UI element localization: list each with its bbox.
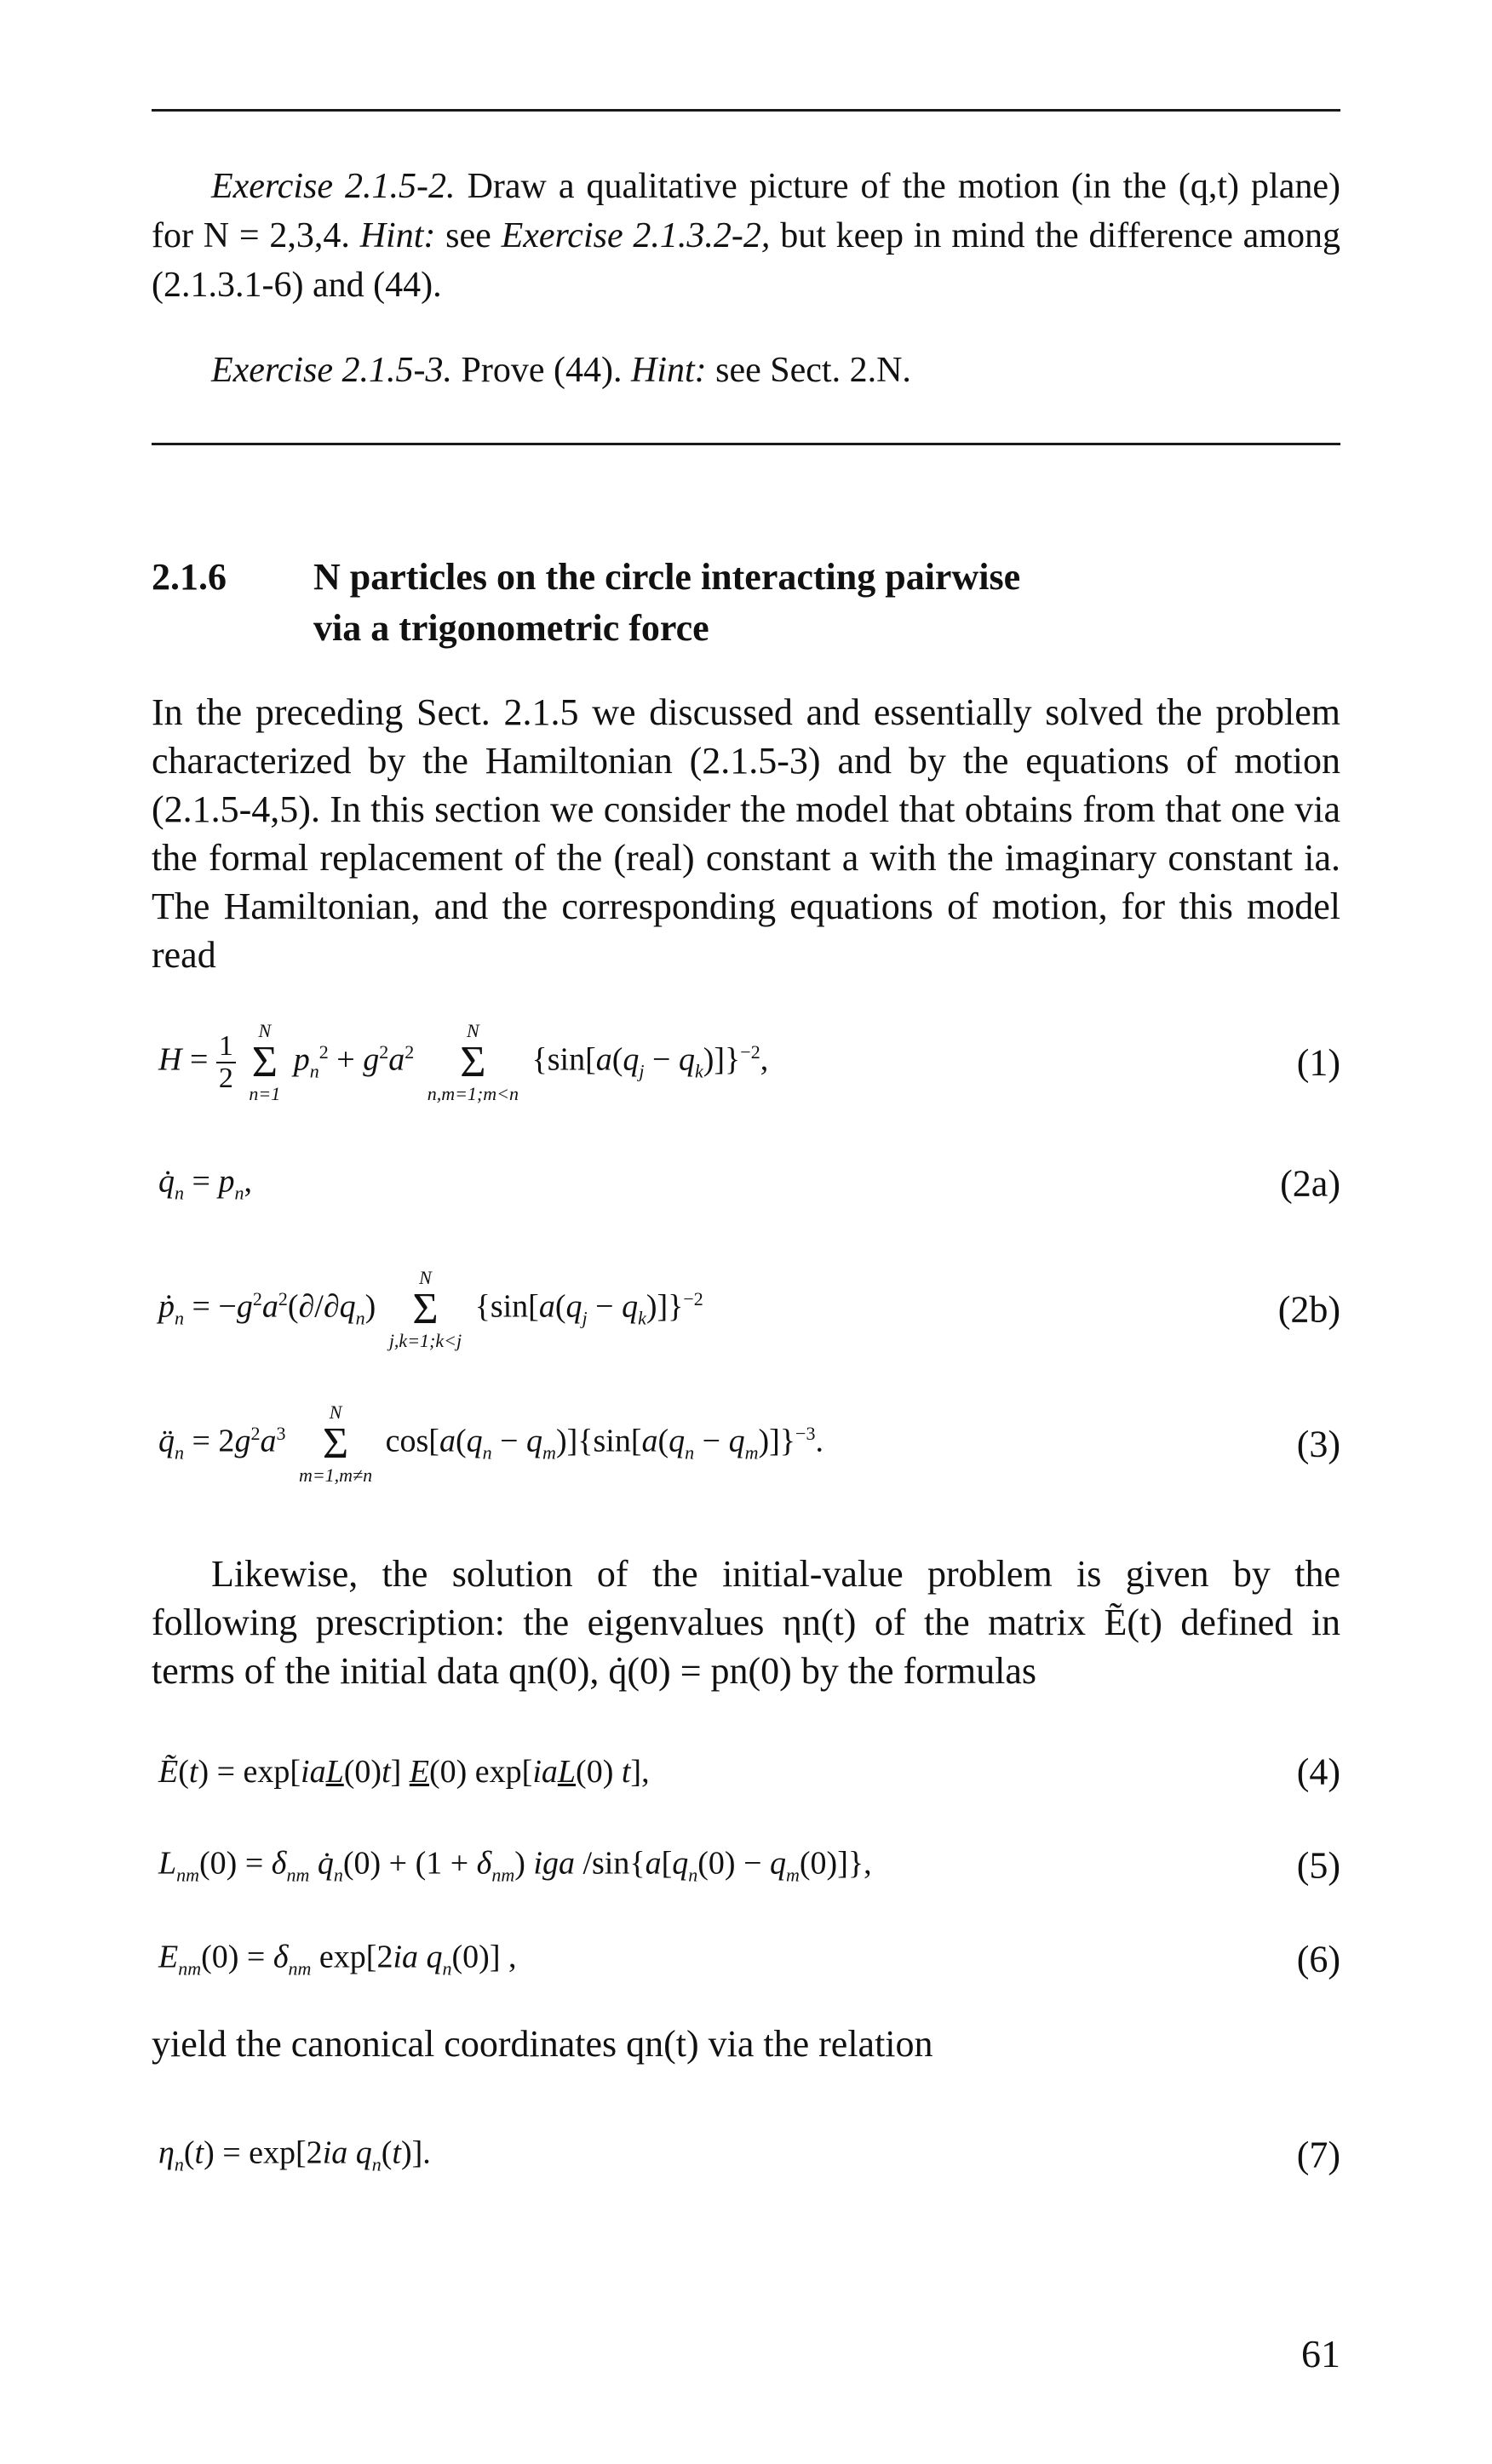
equation-2b-body: ṗ$_n$ = $-g^2a^2(\partial/\partial q_n)$ N Σ j,k=1;k<j $\{\sin[a(q_j - q_k)]\}^{-2}$ xyxy=(158,1267,703,1351)
exercise-text: Draw a qualitative picture of the motion (in the (q,t) plane) for N = 2,3,4. xyxy=(152,167,1340,255)
equation-2b xyxy=(158,1258,1340,1361)
equation-2a xyxy=(158,1132,1340,1235)
exercise-box xyxy=(152,162,1340,395)
equation-4-body: Ẽ(t) = exp[iaL(0)t] E(0) exp[iaL(0) t], xyxy=(158,1754,650,1790)
equation-number: (3) xyxy=(1296,1423,1340,1465)
hint-rest: but keep in mind the difference among (2.1.3.1-6) and (44). xyxy=(152,216,1340,305)
equation-number: (4) xyxy=(1296,1751,1340,1793)
yield-paragraph xyxy=(152,2020,1340,2068)
hint-label: Hint: xyxy=(359,216,436,255)
equation-number: (1) xyxy=(1296,1041,1340,1084)
exercise-label: Exercise 2.1.5-2. xyxy=(211,167,456,206)
equation-7-body: $\eta_n(t) = \exp[2ia$ $q_n(t)$]. xyxy=(158,2135,431,2175)
exercise-text: Prove (44). xyxy=(452,351,631,390)
section-title-line1: N particles on the circle interacting pairwise xyxy=(313,556,1021,598)
yield-text: yield the canonical coordinates qn(t) via the relation xyxy=(152,2023,933,2065)
page-number: 61 xyxy=(1301,2332,1340,2375)
section-title-line2: via a trigonometric force xyxy=(313,607,709,649)
likewise-paragraph xyxy=(152,1550,1340,1695)
likewise-text: Likewise, the solution of the initial-value problem is given by the following prescription: the eigenvalues ηn(t) of the matrix Ẽ(t) defined in terms of the initial data qn(0), q̇(0) = pn(0) by the formulas xyxy=(152,1553,1340,1692)
exercise-2-1-5-3 xyxy=(152,346,1340,395)
hint-text: see xyxy=(435,216,502,255)
equation-1 xyxy=(158,1011,1340,1114)
exercise-label: Exercise 2.1.5-3. xyxy=(211,351,453,390)
equation-5 xyxy=(158,1827,1340,1904)
equation-5-body: $L_{nm}(0) = \delta_{nm}$ $q̇_n(0) + (1 + \delta_{nm})$ iga $/\sin\{a[q_n(0) - q_m(0)]\}$, xyxy=(158,1845,872,1886)
equation-number: (5) xyxy=(1296,1844,1340,1887)
equation-6 xyxy=(158,1921,1340,1997)
bottom-rule xyxy=(152,443,1340,445)
equation-3-body: $q̈_n = 2g^2a^3$ N Σ m=1,m≠n $\cos[a(q_n - q_m)]\{\sin[a(q_n - q_m)]\}^{-3}$. xyxy=(158,1401,823,1486)
equation-7 xyxy=(158,2117,1340,2193)
equation-4 xyxy=(158,1733,1340,1810)
intro-paragraph xyxy=(152,688,1340,979)
section-title xyxy=(313,552,1335,654)
section-number: 2.1.6 xyxy=(152,556,227,598)
equation-number: (6) xyxy=(1296,1938,1340,1980)
equation-3 xyxy=(158,1393,1340,1495)
hint-ref: Exercise 2.1.3.2-2, xyxy=(501,216,771,255)
equation-2a-body: $q̇_n = p_n$, xyxy=(158,1163,252,1204)
equation-6-body: $E_{nm}(0) = \delta_{nm}$ exp[2ia $q_n(0)$] , xyxy=(158,1939,517,1980)
hint-text: see Sect. 2.N. xyxy=(706,351,911,390)
equation-number: (2b) xyxy=(1277,1288,1340,1331)
equation-1-body: H = $\frac{1}{2}$ N Σ n=1 $p_n^2 + g^2a^2$ N Σ n,m=1;m<n $\{\sin[a(q_j - q_k)]\}^{-2}$, xyxy=(158,1020,769,1104)
equation-number: (2a) xyxy=(1280,1162,1340,1205)
exercise-2-1-5-2 xyxy=(152,162,1340,310)
top-rule xyxy=(152,109,1340,112)
hint-label: Hint: xyxy=(630,351,707,390)
equation-number: (7) xyxy=(1296,2134,1340,2176)
intro-text: In the preceding Sect. 2.1.5 we discussed and essentially solved the problem characterized by the Hamiltonian (2.1.5-3) and by the equations of motion (2.1.5-4,5). In this section we consider the model that obtains from that one via the formal replacement of the (real) constant a with the imaginary constant ia. The Hamiltonian, and the corresponding equations of motion, for this model read xyxy=(152,691,1340,976)
